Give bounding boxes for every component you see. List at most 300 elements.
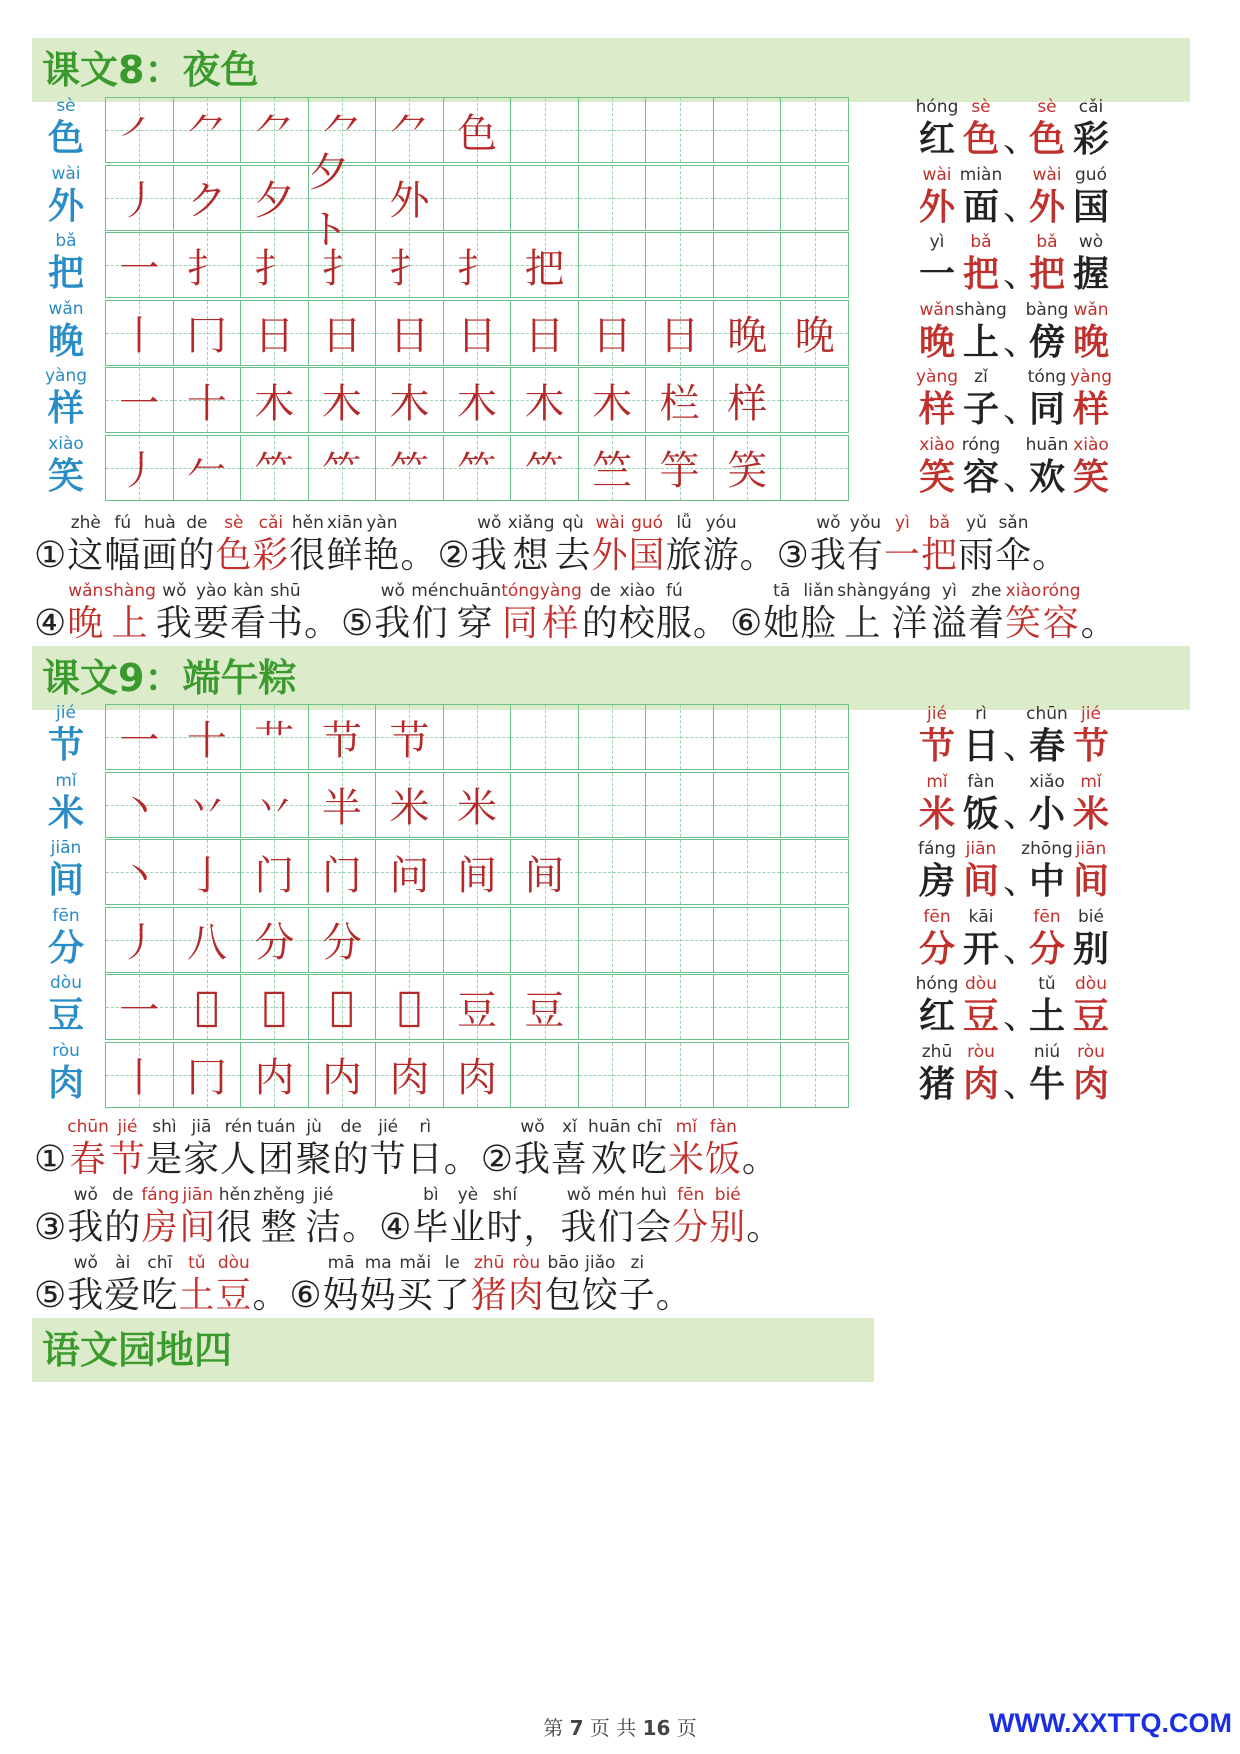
char-pinyin: xiào (48, 433, 84, 454)
word-syllable (1025, 231, 1069, 297)
sentence-hanzi: 旅 (665, 535, 703, 576)
sentence-syllable (471, 1252, 508, 1318)
grid-cell (646, 436, 714, 500)
grid-cell (646, 368, 714, 432)
sentence-hanzi: 的 (581, 603, 619, 644)
word-pinyin: wǎn (919, 299, 955, 320)
word-separator: 、 (1003, 861, 1040, 902)
sentence-pinyin: fàn (709, 1117, 737, 1137)
grid-cell (781, 301, 848, 365)
grid-cell (714, 233, 782, 297)
sentence-syllable (109, 1116, 146, 1182)
word-separator: 、 (1003, 119, 1040, 160)
grid-cell (309, 301, 377, 365)
grid-cell (714, 301, 782, 365)
word-hanzi: 色 (962, 119, 999, 160)
grid-cell (174, 908, 242, 972)
sentence-hanzi: 。 (400, 535, 438, 576)
word-pinyin: miàn (959, 164, 1003, 185)
sentence-mark (34, 1252, 67, 1318)
stroke-step: 内 (254, 1055, 295, 1101)
grid-cell (174, 368, 242, 432)
sentence-syllable (289, 512, 326, 578)
word-syllable (1069, 164, 1113, 230)
grid-cell (174, 840, 242, 904)
footer-suffix: 页 (676, 1716, 697, 1740)
stroke-step: 分 (254, 920, 295, 966)
sentence-line (34, 580, 1118, 646)
word-hanzi: 彩 (1072, 119, 1109, 160)
sentence-syllable (178, 512, 215, 578)
char-pinyin: jié (56, 703, 76, 723)
sentence-pinyin: mǐ (675, 1117, 697, 1137)
grid-cell (174, 301, 242, 365)
stroke-step: 丿 (119, 178, 160, 224)
sentence-mark (742, 1116, 779, 1182)
stroke-order-grid (105, 772, 849, 838)
word-hanzi: 国 (1072, 186, 1109, 228)
sentence-pinyin: de (340, 1117, 362, 1137)
grid-cell (579, 773, 647, 837)
sentence-hanzi: 聚 (295, 1139, 333, 1180)
sentence-syllable (629, 512, 666, 578)
sentence-hanzi: 上 (111, 603, 149, 644)
sentence-syllable (67, 1252, 104, 1318)
word-hanzi: 一 (918, 254, 955, 295)
sentence-hanzi: 我 (67, 1207, 105, 1248)
sentence-hanzi: 我 (514, 1139, 552, 1180)
sentence-hanzi: 容 (1042, 603, 1080, 644)
stroke-step: 木 (457, 380, 497, 427)
sentence-syllable (635, 1184, 672, 1250)
stroke-order-grid (105, 367, 849, 433)
sentence-hanzi: 我 (470, 535, 508, 576)
char-pinyin: yàng (44, 366, 88, 386)
example-word (1021, 838, 1113, 904)
word-syllable (915, 231, 959, 297)
stroke-step: 内 (321, 1055, 362, 1101)
example-words (915, 1041, 1235, 1111)
sentence-mark (746, 1184, 783, 1250)
char-pinyin: mǐ (55, 770, 77, 791)
sentence-syllable (193, 580, 230, 646)
word-syllable (915, 366, 959, 432)
grid-cell (781, 975, 848, 1039)
section3-header (32, 1318, 874, 1382)
sentence-syllable (216, 1184, 253, 1250)
example-words (915, 973, 1235, 1043)
stroke-step: 木 (321, 380, 362, 427)
word-hanzi: 日 (962, 726, 999, 767)
sentence-mark (342, 1184, 379, 1250)
word-syllable (955, 299, 1007, 365)
sentence-pinyin: de (186, 513, 208, 533)
stroke-step: 丨 (119, 313, 160, 359)
grid-cell (241, 233, 309, 297)
grid-cell (309, 436, 377, 500)
sentence-pinyin: bì (423, 1185, 439, 1205)
sentence-hanzi: ① (34, 535, 68, 576)
sentence-syllable (560, 1184, 597, 1250)
word-pinyin: bǎ (1036, 232, 1058, 252)
grid-cell (511, 975, 579, 1039)
footer-prefix: 第 (543, 1716, 564, 1740)
word-pinyin: sè (1037, 97, 1057, 117)
grid-cell (106, 233, 174, 297)
grid-cell (241, 705, 309, 769)
grid-cell (579, 166, 647, 230)
sentence-hanzi: 米 (667, 1139, 705, 1180)
char-label (38, 1041, 94, 1107)
word-hanzi: 晚 (918, 321, 955, 363)
word-hanzi: 牛 (1028, 1063, 1065, 1105)
grid-cell (444, 1043, 512, 1107)
stroke-step: 日 (524, 313, 565, 359)
word-syllable (959, 973, 1003, 1039)
grid-cell (309, 368, 377, 432)
grid-cell (241, 1043, 309, 1107)
sentence-line (34, 1116, 779, 1182)
word-syllable (915, 703, 959, 769)
sentence-hanzi: 。 (1080, 603, 1118, 644)
stroke-order-grid (105, 97, 849, 163)
sentence-hanzi: 想 (512, 535, 550, 576)
stroke-step: 豆 (524, 987, 565, 1034)
grid-cell (106, 773, 174, 837)
stroke-step: 门 (254, 852, 295, 899)
sentence-pinyin: wǒ (73, 1185, 98, 1205)
stroke-step: 艹 (254, 717, 295, 764)
sentence-pinyin: bǎ (928, 513, 951, 533)
sentence-pinyin: huān (588, 1117, 631, 1137)
example-word (915, 906, 1003, 972)
sentence-mark (34, 1184, 67, 1250)
sentence-syllable (267, 580, 304, 646)
sentence-pinyin: wǒ (73, 1253, 98, 1273)
sentence-syllable (179, 1184, 216, 1250)
sentence-syllable (672, 1184, 709, 1250)
char-row (38, 1041, 1198, 1111)
sentence-pinyin: jié (313, 1185, 334, 1205)
grid-cell (714, 908, 782, 972)
word-pinyin: bàng (1025, 299, 1069, 320)
stroke-step: 半 (321, 785, 362, 831)
sentence-syllable (374, 580, 411, 646)
sentence-syllable (592, 512, 629, 578)
sentence-mark (1032, 512, 1069, 578)
sentence-hanzi: 鲜 (326, 535, 364, 576)
lesson9-header (32, 646, 1190, 710)
stroke-step: 丿 (119, 448, 160, 494)
grid-cell (174, 166, 242, 230)
char-label (38, 838, 94, 904)
char-label (38, 231, 94, 297)
stroke-step: 𠀆 (194, 984, 219, 1030)
footer-mid: 页 共 (589, 1716, 637, 1740)
stroke-step: ⺈ (186, 110, 227, 157)
sentence-hanzi: 人 (220, 1139, 258, 1180)
word-pinyin: rì (975, 704, 987, 724)
sentence-hanzi: 。 (303, 603, 341, 644)
stroke-step: 冂 (186, 1055, 227, 1101)
word-hanzi: 间 (962, 861, 999, 902)
example-word (915, 366, 1003, 432)
grid-cell (781, 166, 848, 230)
word-hanzi: 晚 (1072, 321, 1109, 363)
char-label (38, 366, 94, 432)
grid-cell (714, 975, 782, 1039)
char-label (38, 299, 94, 365)
sentence-syllable (588, 1116, 631, 1182)
stroke-step: 丨 (119, 1055, 160, 1101)
footer-page-number: 7 (569, 1716, 584, 1740)
sentence-syllable (449, 1184, 486, 1250)
word-pinyin: fàn (967, 771, 995, 792)
grid-cell (646, 301, 714, 365)
sentence-hanzi: 毕 (412, 1207, 450, 1248)
sentence-hanzi: 洋 (891, 603, 929, 644)
stroke-order-grid (105, 300, 849, 366)
grid-cell (174, 705, 242, 769)
sentence-syllable (215, 1252, 252, 1318)
word-separator: 、 (1003, 186, 1040, 228)
sentence-syllable (619, 1252, 656, 1318)
example-word (1025, 434, 1113, 500)
sentence-hanzi: 妈 (322, 1275, 360, 1316)
stroke-step: 问 (389, 852, 430, 899)
word-pinyin: hóng (915, 974, 959, 994)
word-syllable (959, 838, 1003, 904)
sentence-hanzi: ⑤ (341, 603, 375, 644)
stroke-step: 木 (254, 380, 295, 427)
word-syllable (915, 164, 959, 230)
grid-cell (579, 705, 647, 769)
sentence-hanzi: ③ (776, 535, 810, 576)
sentence-syllable (508, 1252, 545, 1318)
char-pinyin: sè (56, 96, 76, 116)
char-pinyin: fēn (52, 905, 80, 926)
sentence-hanzi: 豆 (215, 1275, 253, 1316)
grid-cell (781, 840, 848, 904)
example-word (915, 771, 1003, 837)
sentence-pinyin: jiān (182, 1185, 214, 1205)
sentence-hanzi: 。 (741, 1139, 779, 1180)
sentence-pinyin: hěn (218, 1185, 251, 1205)
sentence-pinyin: fēn (677, 1185, 705, 1205)
grid-cell (241, 166, 309, 230)
sentence-pinyin: jiǎo (585, 1253, 616, 1273)
example-word (915, 434, 1003, 500)
sentence-syllable (434, 1252, 471, 1318)
word-pinyin: hóng (915, 97, 959, 117)
grid-cell (714, 705, 782, 769)
char-row (38, 96, 1198, 166)
sentence-hanzi: 妈 (359, 1275, 397, 1316)
sentence-syllable (1005, 580, 1042, 646)
sentence-syllable (141, 512, 178, 578)
sentence-hanzi: ⑥ (289, 1275, 323, 1316)
sentence-syllable (968, 580, 1005, 646)
char-hanzi: 分 (47, 927, 84, 969)
stroke-step: 肉 (457, 1055, 497, 1101)
sentence-pinyin: róng (1041, 581, 1081, 601)
stroke-step: ⺈ (254, 110, 295, 157)
sentence-syllable (501, 580, 540, 646)
sentence-hanzi: 爱 (104, 1275, 142, 1316)
grid-cell (646, 166, 714, 230)
char-label (38, 771, 94, 837)
grid-cell (309, 840, 377, 904)
stroke-step: 日 (389, 313, 430, 359)
word-syllable (1069, 1041, 1113, 1107)
word-hanzi: 同 (1028, 389, 1065, 430)
sentence-hanzi: 洁 (305, 1207, 343, 1248)
grid-cell (579, 840, 647, 904)
stroke-order-grid (105, 149, 849, 253)
grid-cell (646, 908, 714, 972)
sentence-hanzi: 溢 (930, 603, 968, 644)
grid-cell (241, 975, 309, 1039)
stroke-step: 丷 (254, 785, 295, 831)
word-hanzi: 把 (1028, 254, 1065, 295)
sentence-pinyin: fú (666, 581, 683, 601)
word-separator: 、 (1003, 996, 1040, 1037)
sentence-pinyin: chūn (67, 1117, 109, 1137)
grid-cell (444, 773, 512, 837)
sentence-syllable (104, 512, 141, 578)
sentence-syllable (555, 512, 592, 578)
stroke-step: 间 (524, 852, 565, 899)
sentence-hanzi: 房 (141, 1207, 179, 1248)
sentence-mark (444, 1116, 481, 1182)
sentence-syllable (847, 512, 884, 578)
grid-cell (781, 368, 848, 432)
sentence-hanzi: 。 (342, 1207, 380, 1248)
sentence-hanzi: 的 (178, 535, 216, 576)
grid-cell (714, 368, 782, 432)
sentence-pinyin: yì (942, 581, 957, 601)
sentence-pinyin: jù (306, 1117, 322, 1137)
grid-cell (511, 233, 579, 297)
sentence-pinyin: yì (895, 513, 910, 533)
grid-cell (376, 233, 444, 297)
sentence-syllable (597, 1184, 635, 1250)
word-hanzi: 节 (918, 726, 955, 767)
word-syllable (1021, 838, 1073, 904)
word-hanzi: 猪 (918, 1063, 955, 1105)
char-row (38, 434, 1198, 504)
stroke-step: ⺮ (321, 448, 362, 494)
word-syllable (959, 771, 1003, 837)
sentence-pinyin: tóng (501, 581, 540, 601)
word-syllable (915, 771, 959, 837)
stroke-step: 节 (321, 717, 362, 764)
stroke-step: 豆 (457, 987, 497, 1034)
stroke-step: 扌 (321, 245, 362, 292)
word-hanzi: 豆 (962, 996, 999, 1037)
char-hanzi: 豆 (47, 995, 84, 1036)
stroke-order-grid (105, 974, 849, 1040)
grid-cell (781, 773, 848, 837)
grid-cell (106, 166, 174, 230)
sentence-syllable (995, 512, 1032, 578)
sentence-pinyin: mā (327, 1253, 355, 1273)
stroke-step: ㇒ (119, 110, 160, 157)
sentence-pinyin: wǒ (566, 1185, 592, 1205)
word-pinyin: wǎn (1073, 299, 1109, 320)
stroke-step: 日 (457, 313, 497, 359)
grid-cell (106, 840, 174, 904)
word-syllable (959, 231, 1003, 297)
lesson8-header (32, 38, 1190, 102)
stroke-step: 八 (186, 920, 227, 966)
example-word (915, 973, 1003, 1039)
char-pinyin: ròu (52, 1040, 80, 1061)
grid-cell (714, 1043, 782, 1107)
word-hanzi: 样 (1072, 389, 1109, 430)
sentence-hanzi: 包 (544, 1275, 582, 1316)
sentence-pinyin: bié (714, 1185, 741, 1205)
lesson8-title: 课文8：夜色 (42, 48, 259, 92)
sentence-syllable (104, 1252, 141, 1318)
sentence-hanzi: 。 (655, 1275, 693, 1316)
sentence-pinyin: yǒu (849, 513, 882, 533)
sentence-pinyin: de (112, 1185, 134, 1205)
sentence-mark (523, 1184, 560, 1250)
sentence-syllable (397, 1252, 434, 1318)
stroke-step: 𠀆 (397, 984, 422, 1030)
stroke-step: 把 (524, 245, 565, 292)
grid-cell (714, 98, 782, 162)
sentence-pinyin: xiào (1005, 581, 1042, 601)
example-words (915, 906, 1235, 976)
sentence-syllable (104, 1184, 141, 1250)
sentence-hanzi: ② (480, 1139, 515, 1180)
word-separator: 、 (1003, 726, 1040, 767)
grid-cell (781, 233, 848, 297)
sentence-hanzi: 节 (369, 1139, 407, 1180)
stroke-step: 木 (524, 380, 565, 427)
example-word (1025, 1041, 1113, 1107)
sentence-syllable (709, 1184, 746, 1250)
sentence-hanzi: 们 (411, 603, 449, 644)
sentence-syllable (141, 1252, 178, 1318)
word-pinyin: dòu (1075, 974, 1107, 994)
char-label (38, 973, 94, 1039)
word-separator: 、 (1003, 254, 1040, 295)
grid-cell (646, 975, 714, 1039)
word-syllable (1069, 96, 1113, 162)
sentence-syllable (931, 580, 968, 646)
word-hanzi: 傍 (1028, 321, 1065, 363)
grid-cell (174, 233, 242, 297)
sentence-hanzi: 。 (252, 1275, 290, 1316)
char-pinyin: wǎn (48, 298, 84, 319)
stroke-step: ク (186, 178, 227, 224)
grid-cell (308, 149, 377, 253)
grid-cell (309, 705, 377, 769)
example-words (915, 838, 1235, 908)
sentence-mark (304, 580, 341, 646)
sentence-pinyin: de (589, 581, 611, 601)
sentence-syllable (323, 1252, 360, 1318)
sentence-pinyin: hěn (291, 513, 324, 533)
grid-cell (376, 705, 444, 769)
sentence-mark (481, 1116, 514, 1182)
sentence-pinyin: wài (595, 513, 625, 533)
word-hanzi: 子 (962, 389, 999, 430)
grid-cell (781, 908, 848, 972)
